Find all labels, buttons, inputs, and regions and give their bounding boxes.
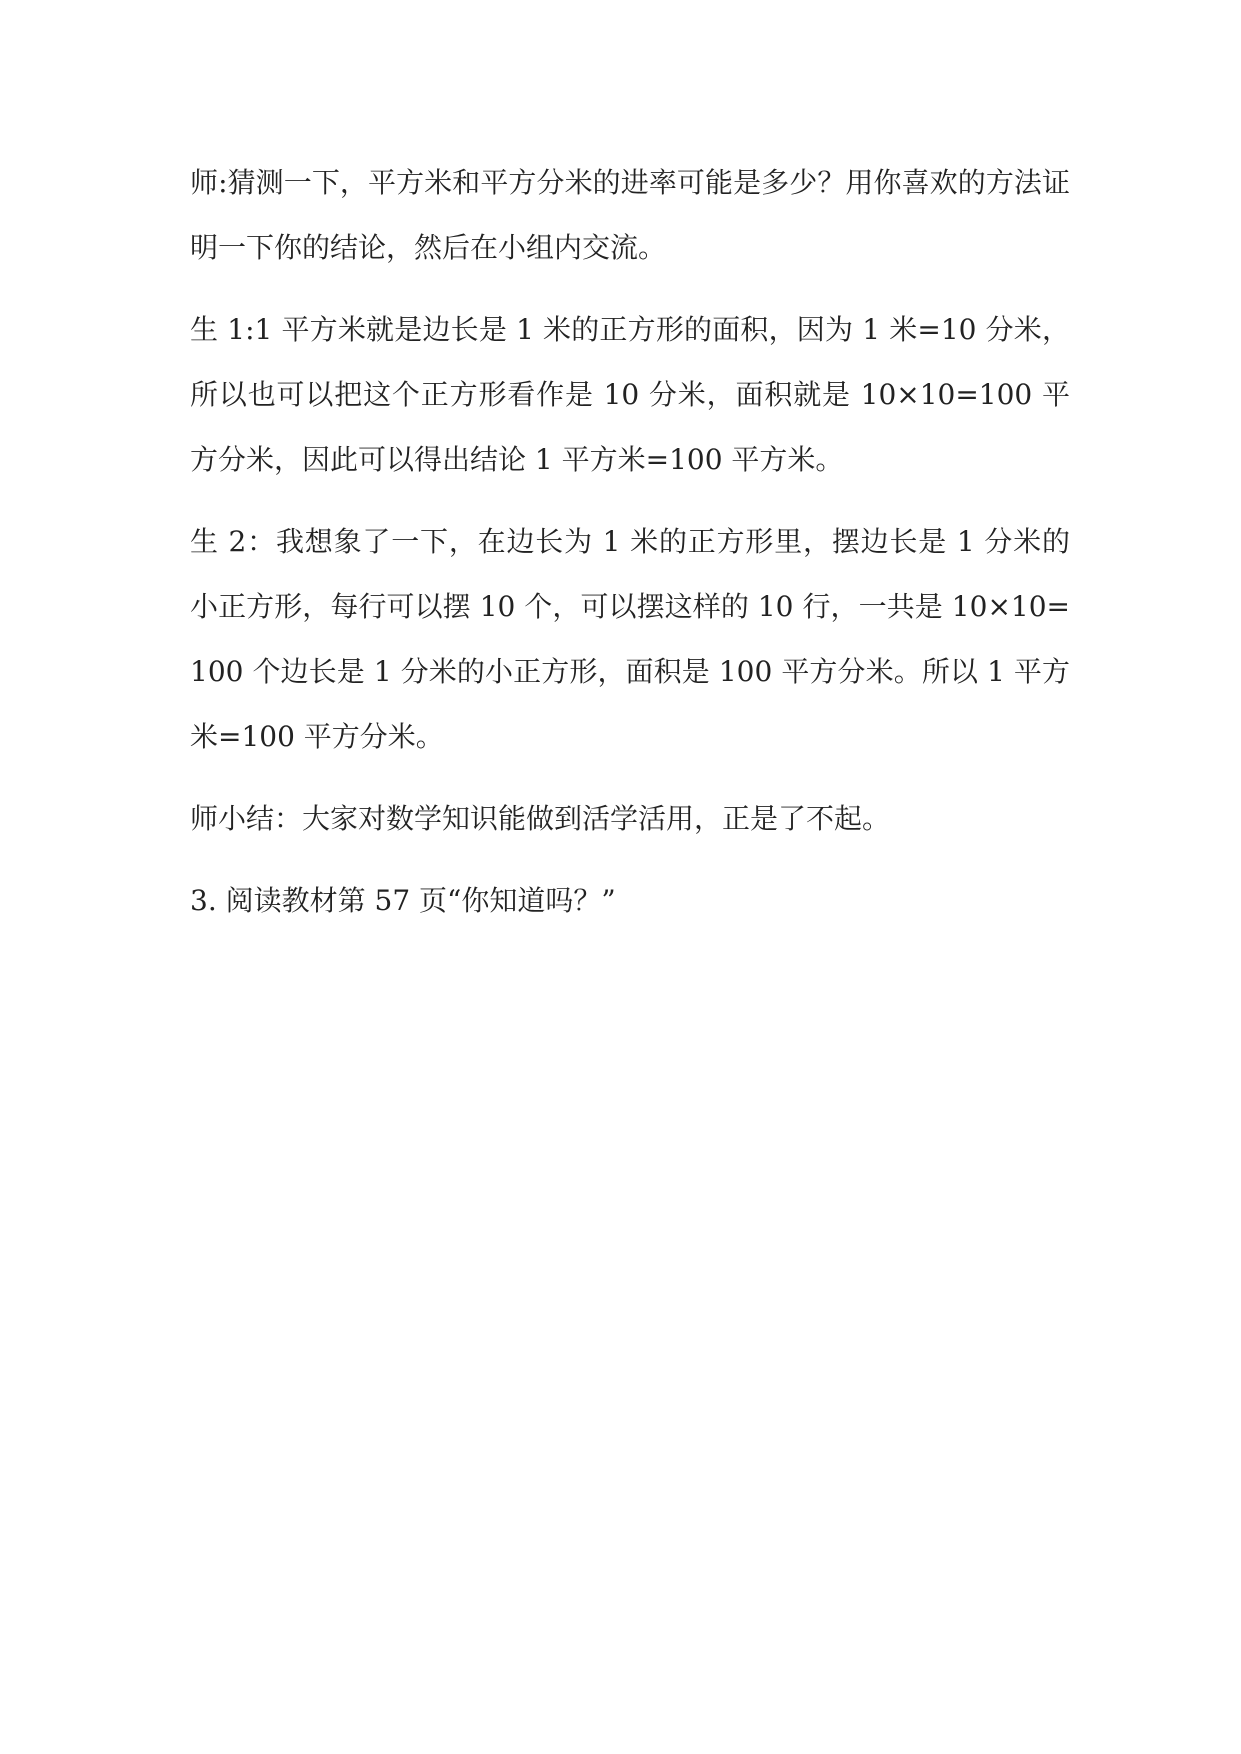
paragraph-teacher-question: 师:猜测一下，平方米和平方分米的进率可能是多少？用你喜欢的方法证明一下你的结论，然后在小组内交流。 — [190, 166, 1070, 264]
paragraph-student-1: 生 1:1 平方米就是边长是 1 米的正方形的面积，因为 1 米=10 分米，所以也可以把这个正方形看作是 10 分米，面积就是 10×10=100 平方分米，因此可以得出结论 1 平方米=100 平方米。 — [190, 313, 1070, 476]
paragraph-teacher-summary: 师小结：大家对数学知识能做到活学活用，正是了不起。 — [190, 802, 891, 835]
paragraph-student-2: 生 2：我想象了一下，在边长为 1 米的正方形里，摆边长是 1 分米的小正方形，每行可以摆 10 个，可以摆这样的 10 行，一共是 10×10=100 个边长是 1 分米的小正方形，面积是 100 平方分米。所以 1 平方米=100 平方分米。 — [190, 525, 1070, 753]
paragraph-reading-task: 3. 阅读教材第 57 页“你知道吗？” — [190, 884, 616, 917]
document-body — [190, 150, 1070, 950]
